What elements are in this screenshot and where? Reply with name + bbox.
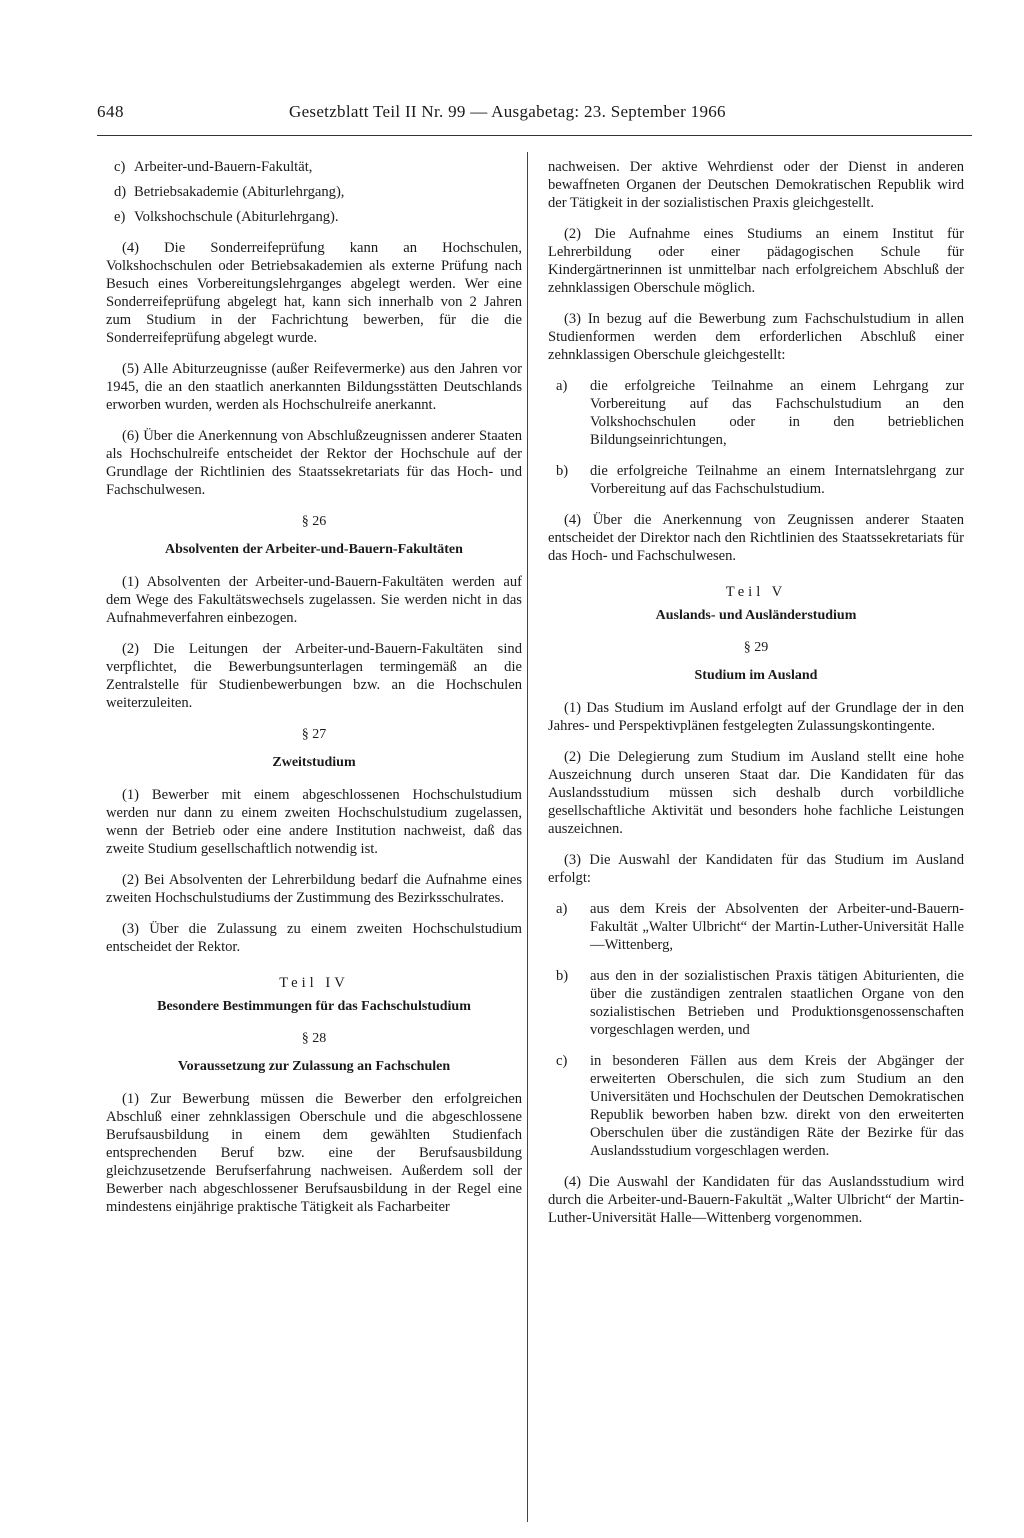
list-item: [106, 158, 522, 176]
paragraph: (6) Über die Anerkennung von Abschlußzeugnissen anderer Staaten als Hochschulreife entscheidet der Rektor der Hochschule auf der Grundlage der Richtlinien des Staatssekretariats für das Hoch- und Fachschulwesen.: [106, 428, 522, 498]
list-label: a): [556, 901, 568, 917]
page-header: [97, 102, 971, 134]
paragraph: nachweisen. Der aktive Wehrdienst oder der Dienst in anderen bewaffneten Organen der Deutschen Demokratischen Republik wird der Tätigkeit in der sozialistischen Praxis gleichgestellt.: [548, 159, 964, 211]
list-text: Betriebsakademie (Abiturlehrgang),: [134, 184, 345, 200]
left-column: [106, 158, 522, 1229]
running-head: Gesetzblatt Teil II Nr. 99 — Ausgabetag: 23. September 1966: [289, 102, 726, 121]
list-text: aus den in der sozialistischen Praxis tätigen Abiturienten, die über die zuständigen zentralen staatlichen Organe von den sozialistischen Betrieben und Produktionsgenossenschaften vorgeschlagen werden, und: [590, 968, 964, 1038]
paragraph: (1) Das Studium im Ausland erfolgt auf der Grundlage der in den Jahres- und Perspektivplänen festgelegten Zulassungskontingente.: [548, 700, 964, 734]
list-label: a): [556, 378, 568, 394]
section-number: § 26: [301, 514, 327, 529]
section-number: § 27: [301, 727, 327, 742]
section-number: § 29: [743, 640, 769, 655]
section-title: Studium im Ausland: [694, 668, 818, 683]
paragraph: (2) Die Aufnahme eines Studiums an einem Institut für Lehrerbildung oder einer pädagogischen Schule für Kindergärtnerinnen ist unmittelbar nach erfolgreichem Abschluß der zehnklassigen Oberschule möglich.: [548, 226, 964, 296]
list-text: Volkshochschule (Abiturlehrgang).: [134, 209, 339, 225]
list-item: [106, 208, 522, 226]
part-heading: Teil V: [725, 584, 787, 600]
paragraph: (2) Die Leitungen der Arbeiter-und-Bauern-Fakultäten sind verpflichtet, die Bewerbungsunterlagen termingemäß an die Zentralstelle für Studienbewerbungen bzw. an die Hochschulen weiterzuleiten.: [106, 641, 522, 711]
paragraph: (2) Die Delegierung zum Studium im Ausland stellt eine hohe Auszeichnung durch unseren Staat dar. Die Kandidaten für das Auslandsstudium müssen sich deshalb durch vorbildliche gesellschaftliche Aktivität und besonders hohe fachliche Leistungen auszeichnen.: [548, 749, 964, 837]
list-label: e): [114, 209, 126, 225]
page-number: 648: [97, 102, 124, 121]
paragraph: (1) Bewerber mit einem abgeschlossenen Hochschulstudium werden nur dann zu einem zweiten Hochschulstudium zugelassen, wenn der Betrieb oder eine andere Institution nachweist, daß das zweite Studium gesellschaftlich notwendig ist.: [106, 787, 522, 857]
paragraph: (4) Die Auswahl der Kandidaten für das Auslandsstudium wird durch die Arbeiter-und-Bauern-Fakultät „Walter Ulbricht“ der Martin-Luther-Universität Halle—Wittenberg vorgenommen.: [548, 1174, 964, 1226]
section-title: Absolventen der Arbeiter-und-Bauern-Fakultäten: [165, 542, 463, 557]
list-item: [548, 462, 964, 498]
list-item: [548, 377, 964, 449]
right-column: [548, 158, 964, 1240]
list-item: [548, 1052, 964, 1160]
list-label: c): [556, 1053, 568, 1069]
list-text: in besonderen Fällen aus dem Kreis der Abgänger der erweiterten Oberschulen, die sich zum Studium an den Universitäten und Hochschulen der Deutschen Demokratischen Republik beworben haben bzw. direkt von den erweiterten Oberschulen über die zuständigen Räte der Bezirke für das Auslandsstudium vorgeschlagen werden.: [590, 1053, 964, 1159]
paragraph: (3) Über die Zulassung zu einem zweiten Hochschulstudium entscheidet der Rektor.: [106, 921, 522, 955]
list-item: [548, 967, 964, 1039]
section-title: Voraussetzung zur Zulassung an Fachschulen: [177, 1059, 451, 1074]
paragraph: (5) Alle Abiturzeugnisse (außer Reifevermerke) aus den Jahren vor 1945, die an den staatlich anerkannten Bildungsstätten Deutschlands erworben wurden, werden als Hochschulreife anerkannt.: [106, 361, 522, 413]
paragraph: (1) Zur Bewerbung müssen die Bewerber den erfolgreichen Abschluß einer zehnklassigen Oberschule und die abgeschlossene Berufsausbildung in einem dem gewählten Studienfach entsprechenden Beruf bzw. eine der Berufsausbildung gleichzusetzende Berufserfahrung nachweisen. Außerdem soll der Bewerber nach abgeschlossener Berufsausbildung in der Regel eine mindestens einjährige praktische Tätigkeit als Facharbeiter: [106, 1091, 522, 1215]
list-text: Arbeiter-und-Bauern-Fakultät,: [134, 159, 313, 175]
section-title: Zweitstudium: [272, 755, 356, 770]
header-rule: [97, 135, 972, 136]
paragraph: (4) Die Sonderreifeprüfung kann an Hochschulen, Volkshochschulen oder Betriebsakademien als externe Prüfung nach Besuch eines Vorbereitungslehrganges abgelegt werden. Wer eine Sonderreifeprüfung abgelegt hat, kann sich innerhalb von 2 Jahren zum Studium in der Fachrichtung bewerben, für die die Sonderreifeprüfung abgelegt wurde.: [106, 240, 522, 346]
section-number: § 28: [301, 1031, 327, 1046]
list-label: b): [556, 463, 569, 479]
column-divider: [527, 152, 528, 1522]
list-text: die erfolgreiche Teilnahme an einem Internatslehrgang zur Vorbereitung auf das Fachschulstudium.: [590, 463, 964, 497]
part-title: Auslands- und Ausländerstudium: [655, 608, 857, 623]
list-item: [106, 183, 522, 201]
list-text: die erfolgreiche Teilnahme an einem Lehrgang zur Vorbereitung auf das Fachschulstudium an den Volkshochschulen oder in den betrieblichen Bildungseinrichtungen,: [590, 378, 964, 448]
part-title: Besondere Bestimmungen für das Fachschulstudium: [157, 999, 471, 1014]
list-text: aus dem Kreis der Absolventen der Arbeiter-und-Bauern-Fakultät „Walter Ulbricht“ der Martin-Luther-Universität Halle—Wittenberg,: [590, 901, 964, 953]
paragraph: (1) Absolventen der Arbeiter-und-Bauern-Fakultäten werden auf dem Wege des Fakultätswechsels zugelassen. Sie werden nicht in das Aufnahmeverfahren einbezogen.: [106, 574, 522, 626]
list-item: [548, 900, 964, 954]
paragraph: (4) Über die Anerkennung von Zeugnissen anderer Staaten entscheidet der Direktor nach den Richtlinien des Staatssekretariats für das Hoch- und Fachschulwesen.: [548, 512, 964, 564]
paragraph: (2) Bei Absolventen der Lehrerbildung bedarf die Aufnahme eines zweiten Hochschulstudiums der Zustimmung des Bezirksschulrates.: [106, 872, 522, 906]
paragraph: (3) Die Auswahl der Kandidaten für das Studium im Ausland erfolgt:: [548, 852, 964, 886]
list-label: c): [114, 159, 126, 175]
list-label: d): [114, 184, 127, 200]
paragraph: (3) In bezug auf die Bewerbung zum Fachschulstudium in allen Studienformen werden dem erforderlichen Abschluß einer zehnklassigen Oberschule gleichgestellt:: [548, 311, 964, 363]
part-heading: Teil IV: [279, 975, 349, 991]
list-label: b): [556, 968, 569, 984]
